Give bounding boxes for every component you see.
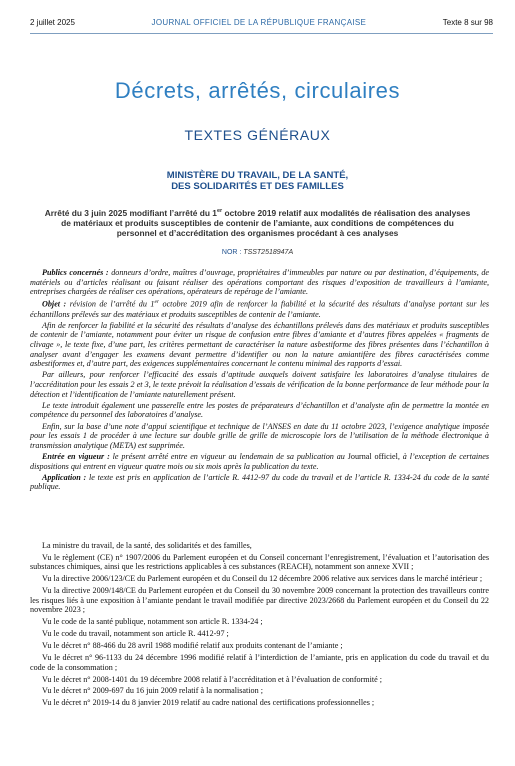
entree-paragraph: Entrée en vigueur : le présent arrêté entre en vigueur au lendemain de sa publication au Journal officiel, à l’exception de certaines dispositions qui entrent en vigueur quatre mois ou six mois après la publication du texte. <box>30 451 489 471</box>
ministry-line-1: MINISTÈRE DU TRAVAIL, DE LA SANTÉ, <box>166 170 349 181</box>
subsection-title: TEXTES GÉNÉRAUX <box>184 127 331 143</box>
arrete-title: Arrêté du 3 juin 2025 modifiant l’arrêté du 1er octobre 2019 relatif aux modalités de réalisation des analyses de matériaux et produits susceptibles de contenir de l’amiante, aux conditions de compétences du personnel et d’accréditation des organismes procédant à ces analyses <box>44 207 471 238</box>
body-paragraph: Vu le code de la santé publique, notamment son article R. 1334-24 ; <box>42 617 263 627</box>
page-header <box>30 18 493 32</box>
decree-body <box>30 541 489 710</box>
summary-paragraph: Enfin, sur la base d’une note d’appui scientifique et technique de l’ANSES en date du 11 octobre 2023, l’exigence analytique imposée pour les essais 1 de procéder à une lecture sur double grille de grille de microscopie lors de l’utilisation de la méthode électronique à transmission analytique (META) est supprimée. <box>30 421 489 450</box>
body-paragraph: Vu la directive 2009/148/CE du Parlement européen et du Conseil du 30 novembre 2009 concernant la protection des travailleurs contre les risques liés à une exposition à l’amiante pendant le travail modifiée par directive 2023/2668 du Parlement européen et du Conseil du 22 novembre 2023 ; <box>30 586 489 615</box>
body-paragraph: Vu le règlement (CE) n° 1907/2006 du Parlement européen et du Conseil concernant l’enregistrement, l’évaluation et l’autorisation des substances chimiques, ainsi que les restrictions applicables à ces substances (REACH), notamment son annexe XVII ; <box>30 552 489 572</box>
notice-summary <box>30 268 489 494</box>
header-divider <box>30 33 493 34</box>
text-reference: Texte 8 sur 98 <box>442 18 493 27</box>
publics-label: Publics concernés : <box>42 268 109 277</box>
section-title: Décrets, arrêtés, circulaires <box>114 78 401 103</box>
application-label: Application : <box>42 472 87 482</box>
body-paragraph: Vu le décret n° 2019-14 du 8 janvier 2019 relatif au cadre national des certifications professionnelles ; <box>42 698 375 708</box>
objet-label: Objet : <box>42 300 67 310</box>
summary-paragraph: Par ailleurs, pour renforcer l’efficacité des essais d’aptitude auxquels doivent satisfaire les laboratoires d’analyse titulaires de l’accréditation pour les essais 2 et 3, le texte prévoit la réalisation d’essais de vérification de la bonne performance de leur méthode pour la détection et l’identification de l’amiante naturellement présent. <box>30 370 489 399</box>
body-paragraph: Vu la directive 2006/123/CE du Parlement européen et du Conseil du 12 décembre 2006 relative aux services dans le marché intérieur ; <box>42 574 483 584</box>
journal-name: JOURNAL OFFICIEL DE LA RÉPUBLIQUE FRANÇAISE <box>151 18 367 27</box>
entree-label: Entrée en vigueur : <box>42 451 110 461</box>
body-paragraph: La ministre du travail, de la santé, des solidarités et des familles, <box>42 541 252 550</box>
body-paragraph: Vu le code du travail, notamment son article R. 4412-97 ; <box>42 629 229 639</box>
body-paragraph: Vu le décret n° 2008-1401 du 19 décembre 2008 relatif à l’accréditation et à l’évaluation de conformité ; <box>42 674 383 684</box>
header-date: 2 juillet 2025 <box>30 18 75 27</box>
summary-paragraph: Afin de renforcer la fiabilité et la sécurité des résultats d’analyse des échantillons prélevés dans des matériaux et produits susceptibles de contenir de l’amiante, notamment pour éviter un risque de confusion entre fibres d’amiante et d’autres fibres appelées « fragments de clivage », le texte fixe, d’une part, les critères permettant de caractériser la nature asbestiforme des fibres présentes dans l’échantillon à analyser avant d’engager les examens devant permettre d’identifier ou non la nature amiantifère des fibres caractérisées comme asbestiformes et, d’autre part, des exigences supplémentaires concernant le contenu minimal des rapports d’essai. <box>30 320 489 369</box>
ministry-line-2: DES SOLIDARITÉS ET DES FAMILLES <box>171 181 344 192</box>
body-paragraph: Vu le décret n° 2009-697 du 16 juin 2009 relatif à la normalisation ; <box>42 686 263 696</box>
nor-reference <box>0 249 515 256</box>
summary-paragraph: Le texte introduit également une passerelle entre les postes de préparateurs d’échantillon et d’analyste afin de permettre la montée en compétence du personnel des laboratoires d’analyse. <box>30 400 489 420</box>
nor-code: TSST2518947A <box>243 249 294 256</box>
publics-paragraph: Publics concernés : donneurs d’ordre, maîtres d’ouvrage, propriétaires d’immeubles par nature ou par destination, d’équipements, de matériels ou d’articles réalisant ou faisant réaliser des opérations comportant des risques d’exposition de travailleurs à l’amiante, entreprises chargées de réaliser ces opérations, opérateurs de repérage de l’amiante. <box>30 268 489 297</box>
objet-paragraph: Objet : révision de l’arrêté du 1er octobre 2019 afin de renforcer la fiabilité et la sécurité des résultats d’analyse portant sur les échantillons prélevés sur des matériaux et produits susceptibles de contenir de l’amiante. <box>30 299 489 319</box>
application-paragraph: Application : le texte est pris en application de l’article R. 4412-97 du code du travail et de l’article R. 1334-24 du code de la santé publique. <box>30 472 489 492</box>
ministry-heading <box>0 170 515 192</box>
nor-label: NOR : <box>221 249 242 256</box>
body-paragraph: Vu le décret n° 88-466 du 28 avril 1988 modifié relatif aux produits contenant de l’amiante ; <box>42 641 343 651</box>
body-paragraph: Vu le décret n° 96-1133 du 24 décembre 1996 modifié relatif à l’interdiction de l’amiante, pris en application du code du travail et du code de la consommation ; <box>30 653 489 672</box>
